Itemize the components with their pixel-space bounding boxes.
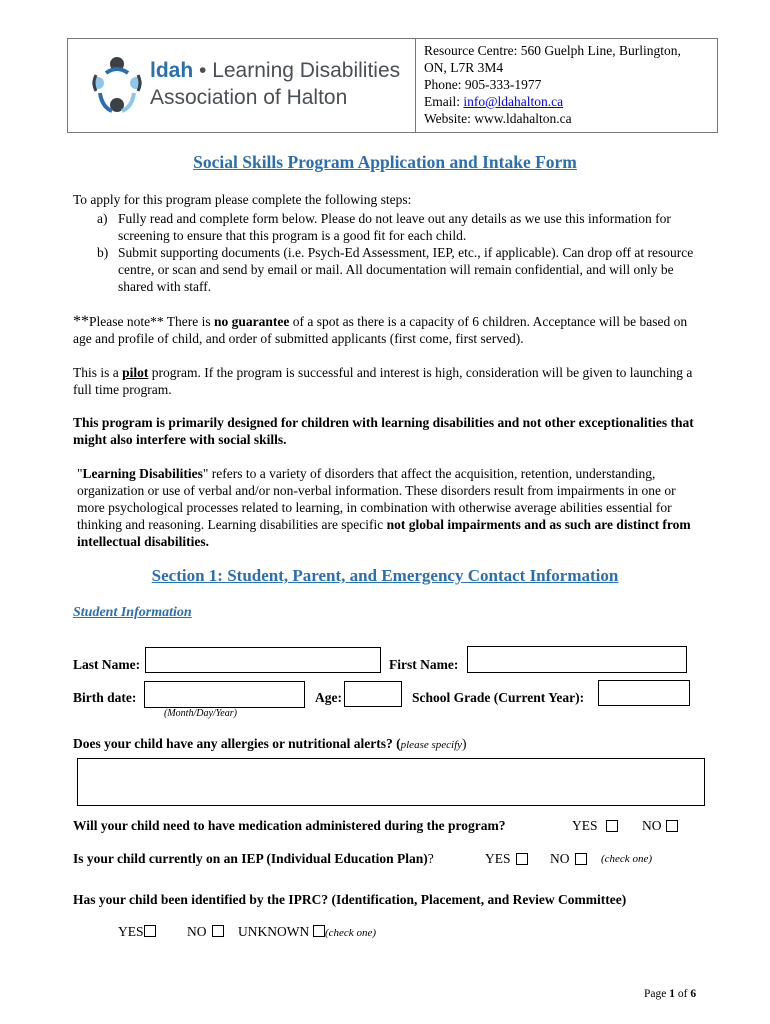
school-grade-field[interactable] <box>598 680 690 706</box>
logo-brand: ldah <box>150 59 194 82</box>
iep-no-label: NO <box>550 851 570 866</box>
medication-no-label: NO <box>642 818 662 833</box>
allergies-hint: please specify <box>400 739 463 751</box>
first-name-label: First Name: <box>389 657 459 672</box>
step-a <box>97 210 697 244</box>
birth-date-field[interactable] <box>144 681 305 708</box>
website: Website: www.ldahalton.ca <box>424 111 572 126</box>
contact-info <box>424 42 681 127</box>
pilot-bold: pilot <box>122 365 149 380</box>
age-field[interactable] <box>344 681 402 707</box>
intro-lead: To apply for this program please complete the following steps: <box>73 192 412 207</box>
last-name-label: Last Name: <box>73 657 141 672</box>
step-b-marker: b) <box>97 245 109 260</box>
page-number <box>644 988 696 1000</box>
iep-yes-checkbox[interactable] <box>516 853 528 865</box>
note-pre: Please note** There is <box>89 314 214 329</box>
medication-question: Will your child need to have medication administered during the program? <box>73 818 506 833</box>
iprc-yes-label: YES <box>118 924 144 939</box>
ld-term: Learning Disabilities <box>82 466 203 481</box>
logo-line1: ldah • Learning Disabilities <box>150 59 401 82</box>
logo-line1-rest: Learning Disabilities <box>212 59 401 82</box>
email-link[interactable]: info@ldahalton.ca <box>463 94 564 109</box>
iep-hint: (check one) <box>601 853 652 865</box>
first-name-field[interactable] <box>467 646 687 673</box>
phone: Phone: 905-333-1977 <box>424 77 542 92</box>
header-divider <box>415 39 416 132</box>
email-label: Email: <box>424 94 464 109</box>
iprc-unknown-label: UNKNOWN <box>238 924 310 939</box>
ld-body: " refers to a variety of disorders that affect the acquisition, retention, understanding, organization or use of verbal and/or non-verbal information. These disorders result from impairments in one or more psychological processes related to learning, in combination with otherwise average abilities essential for thinking and reasoning. Learning disabilities are specific <box>77 466 676 532</box>
allergies-label: Does your child have any allergies or nutritional alerts? ( <box>73 736 401 751</box>
pilot-pre: This is a <box>73 365 123 380</box>
logo-people-icon <box>88 53 146 119</box>
iprc-no-label: NO <box>187 924 207 939</box>
note-stars: ** <box>73 313 89 330</box>
ld-open-quote: " <box>77 466 83 481</box>
ld-definition <box>77 465 705 550</box>
school-grade-label: School Grade (Current Year): <box>412 690 585 705</box>
iep-yes-label: YES <box>485 851 511 866</box>
primary-paragraph: This program is primarily designed for children with learning disabilities and not other exceptionalities that might also interfere with social skills. <box>73 415 694 447</box>
step-a-marker: a) <box>97 211 108 226</box>
allergies-question <box>73 736 467 752</box>
medication-yes-checkbox[interactable] <box>606 820 618 832</box>
allergies-close: ) <box>462 736 467 751</box>
iprc-question: Has your child been identified by the IPRC? (Identification, Placement, and Review Committee) <box>73 892 627 907</box>
form-title: Social Skills Program Application and Intake Form <box>193 152 577 172</box>
step-b <box>97 244 697 295</box>
iep-question-end: ? <box>427 851 434 866</box>
iep-question-bold: Is your child currently on an IEP (Individual Education Plan) <box>73 851 428 866</box>
last-name-field[interactable] <box>145 647 381 673</box>
note-bold: no guarantee <box>213 314 290 329</box>
iprc-yes-checkbox[interactable] <box>144 925 156 937</box>
iprc-unknown-checkbox[interactable] <box>313 925 325 937</box>
pilot-post: program. If the program is successful and interest is high, consideration will be given to launching a full time program. <box>73 365 693 397</box>
note-paragraph <box>73 313 703 347</box>
note-post: of a spot as there is a capacity of 6 children. Acceptance will be based on age and profile of child, and order of submitted applicants (first come, first served). <box>73 314 688 346</box>
page-of: of <box>674 988 691 1000</box>
iep-no-checkbox[interactable] <box>575 853 587 865</box>
email-row <box>424 93 681 110</box>
address-line2: ON, L7R 3M4 <box>424 60 504 75</box>
medication-no-checkbox[interactable] <box>666 820 678 832</box>
medication-yes-label: YES <box>572 818 598 833</box>
logo <box>88 49 401 123</box>
step-b-text: Submit supporting documents (i.e. Psych-Ed Assessment, IEP, etc., if applicable). Can drop off at resource centre, or scan and send by email or mail. All documentation will remain confidential, and will only be shared with staff. <box>118 245 694 294</box>
birth-date-hint: (Month/Day/Year) <box>164 708 237 719</box>
allergies-field[interactable] <box>77 758 705 806</box>
ld-bold-end: not global impairments and as such are distinct from intellectual disabilities. <box>77 517 691 549</box>
logo-line2: Association of Halton <box>150 86 348 109</box>
address-line1: Resource Centre: 560 Guelph Line, Burlington, <box>424 43 681 58</box>
page-total: 6 <box>690 988 697 1000</box>
student-info-subtitle: Student Information <box>73 605 192 620</box>
birth-date-label: Birth date: <box>73 690 137 705</box>
iprc-no-checkbox[interactable] <box>212 925 224 937</box>
section1-title: Section 1: Student, Parent, and Emergency Contact Information <box>151 566 619 585</box>
age-label: Age: <box>315 690 342 705</box>
step-a-text: Fully read and complete form below. Please do not leave out any details as we use this information for screening to ensure that this program is a good fit for each child. <box>118 211 671 243</box>
page-current: 1 <box>669 988 675 1000</box>
header-box <box>67 38 718 133</box>
page-word: Page <box>644 988 670 1000</box>
iep-question <box>73 851 434 867</box>
iprc-hint: (check one) <box>325 927 376 939</box>
pilot-paragraph <box>73 364 703 398</box>
